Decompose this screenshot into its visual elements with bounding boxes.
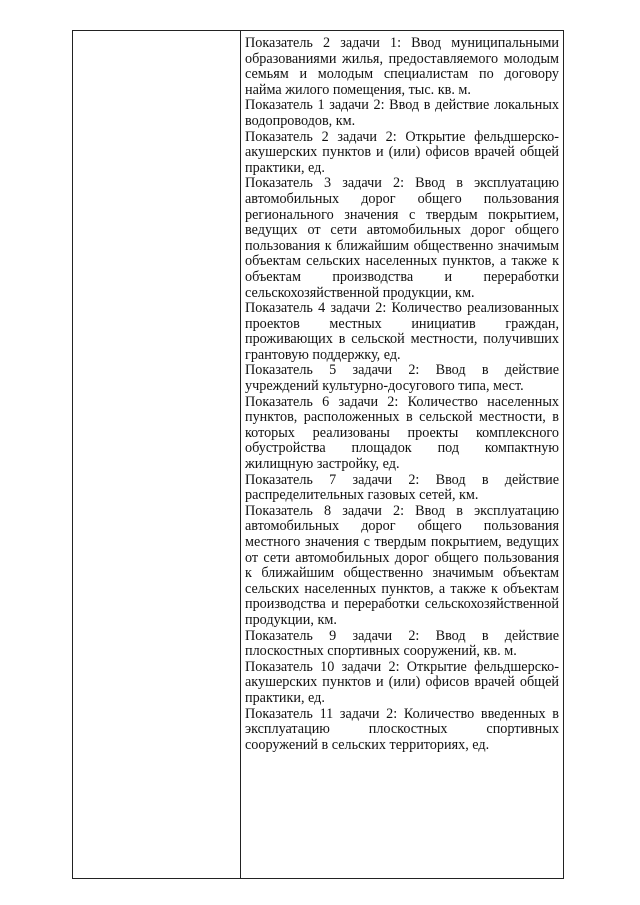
indicators-cell <box>241 31 563 878</box>
indicator-6-task-2: Показатель 6 задачи 2: Количество населенных пунктов, расположенных в сельской местности, в которых реализованы проекты комплексного обустройства площадок под компактную жилищную застройку, ед. <box>245 393 559 473</box>
indicator-4-task-2: Показатель 4 задачи 2: Количество реализованных проектов местных инициатив граждан, проживающих в сельской местности, получивших грантовую поддержку, ед. <box>245 300 559 363</box>
indicator-1-task-2: Показатель 1 задачи 2: Ввод в действие локальных водопроводов, км. <box>245 97 559 129</box>
indicator-7-task-2: Показатель 7 задачи 2: Ввод в действие распределительных газовых сетей, км. <box>245 471 559 504</box>
indicator-9-task-2: Показатель 9 задачи 2: Ввод в действие плоскостных спортивных сооружений, кв. м. <box>245 627 559 660</box>
indicator-11-task-2: Показатель 11 задачи 2: Количество введенных в эксплуатацию плоскостных спортивных сооружений в сельских территориях, ед. <box>245 705 559 753</box>
indicator-5-task-2: Показатель 5 задачи 2: Ввод в действие учреждений культурно-досугового типа, мест. <box>245 362 559 395</box>
indicator-2-task-2: Показатель 2 задачи 2: Открытие фельдшерско-акушерских пунктов и (или) офисов врачей общей практики, ед. <box>245 128 559 176</box>
indicator-3-task-2: Показатель 3 задачи 2: Ввод в эксплуатацию автомобильных дорог общего пользования регионального значения с твердым покрытием, ведущих от сети автомобильных дорог общего пользования к ближайшим общественно значимым объектам сельских населенных пунктов, а также к объектам производства и переработки сельскохозяйственной продукции, км. <box>245 175 559 301</box>
table-left-cell <box>73 31 240 878</box>
indicator-1-task-1: Показатель 2 задачи 1: Ввод муниципальными образованиями жилья, предоставляемого молодым семьям и молодым специалистам по договору найма жилого помещения, тыс. кв. м. <box>245 35 559 98</box>
document-table <box>72 30 564 879</box>
indicator-10-task-2: Показатель 10 задачи 2: Открытие фельдшерско-акушерских пунктов и (или) офисов врачей общей практики, ед. <box>245 658 559 706</box>
indicator-8-task-2: Показатель 8 задачи 2: Ввод в эксплуатацию автомобильных дорог общего пользования местного значения с твердым покрытием, ведущих от сети автомобильных дорог общего пользования к ближайшим общественно значимым объектам сельских населенных пунктов, а также к объектам производства и переработки сельскохозяйственной продукции, км. <box>245 502 559 628</box>
